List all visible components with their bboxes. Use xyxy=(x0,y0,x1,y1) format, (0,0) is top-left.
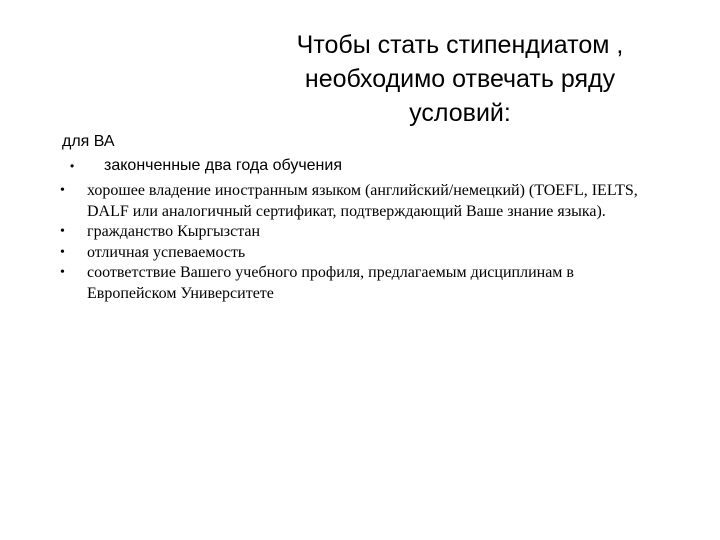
bullet-icon: • xyxy=(70,159,75,173)
subtitle: для ВА xyxy=(62,133,115,150)
list-item xyxy=(60,243,660,264)
list-item xyxy=(60,222,660,243)
first-requirement-text: законченные два года обучения xyxy=(104,157,342,174)
slide-title xyxy=(240,28,680,130)
bullet-icon: • xyxy=(60,265,65,280)
bullet-icon: • xyxy=(60,224,65,239)
list-item-text: хорошее владение иностранным языком (английский/немецкий) (TOEFL, IELTS, DALF или аналогичный сертификат, подтверждающий Ваше знание языка). xyxy=(87,182,638,220)
title-line-1: Чтобы стать стипендиатом , xyxy=(296,31,624,59)
list-item-text: соответствие Вашего учебного профиля, предлагаемым дисциплинам в Европейском Университете xyxy=(87,264,574,302)
title-line-3: условий: xyxy=(409,99,511,127)
first-requirement xyxy=(70,157,342,175)
title-line-2: необходимо отвечать ряду xyxy=(304,65,616,93)
requirements-list xyxy=(60,181,660,304)
list-item xyxy=(60,263,660,304)
list-item-text: отличная успеваемость xyxy=(87,243,246,261)
list-item-text: гражданство Кыргызстан xyxy=(87,223,261,240)
bullet-icon: • xyxy=(60,244,65,260)
bullet-icon: • xyxy=(60,183,65,198)
list-item xyxy=(60,181,660,222)
